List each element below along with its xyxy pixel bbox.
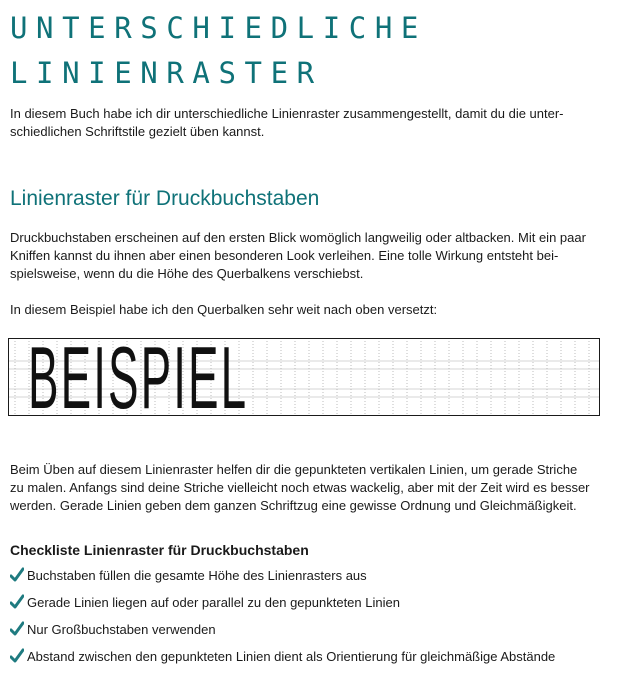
- example-intro-paragraph: [10, 301, 608, 319]
- checkmark-icon: [10, 621, 24, 637]
- example-lettering: BEISPIEL: [28, 328, 249, 427]
- paragraph-3-line-1: Beim Üben auf diesem Linienraster helfen dir die gepunkteten vertikalen Linien, um gerade Striche: [10, 462, 578, 477]
- checklist-item-label: Buchstaben füllen die gesamte Höhe des Linienrasters aus: [27, 568, 367, 583]
- intro-line-2: schiedlichen Schriftstile gezielt üben kannst.: [10, 124, 265, 139]
- intro-paragraph: [10, 105, 608, 141]
- checklist-item-label: Nur Großbuchstaben verwenden: [27, 622, 216, 637]
- checklist-title: Checkliste Linienraster für Druckbuchstaben: [10, 542, 309, 558]
- paragraph-1-line-3: spielsweise, wenn du die Höhe des Querbalkens verschiebst.: [10, 266, 364, 281]
- checklist-item: [10, 593, 616, 620]
- checklist-item: [10, 566, 616, 593]
- section-heading: Linienraster für Druckbuchstaben: [10, 187, 320, 210]
- checklist-item-label: Gerade Linien liegen auf oder parallel zu den gepunkteten Linien: [27, 595, 400, 610]
- checklist: [10, 566, 616, 674]
- practice-paragraph: [10, 461, 608, 515]
- page-title: [10, 6, 427, 96]
- checklist-item: [10, 620, 616, 647]
- intro-line-1: In diesem Buch habe ich dir unterschiedliche Linienraster zusammengestellt, damit du die unter-: [10, 106, 564, 121]
- checklist-item-label: Abstand zwischen den gepunkteten Linien dient als Orientierung für gleichmäßige Abstände: [27, 649, 556, 664]
- paragraph-1-line-2: Kniffen kannst du ihnen aber einen besonderen Look verleihen. Eine tolle Wirkung entsteht bei-: [10, 248, 559, 263]
- checkmark-icon: [10, 567, 24, 583]
- checkmark-icon: [10, 648, 24, 664]
- checklist-item: [10, 647, 616, 674]
- paragraph-1-line-1: Druckbuchstaben erscheinen auf den ersten Blick womöglich langweilig oder altbacken. Mit ein paar: [10, 230, 586, 245]
- paragraph-3-line-2: zu malen. Anfangs sind deine Striche vielleicht noch etwas wackelig, aber mit der Zeit wird es besser: [10, 480, 590, 495]
- checkmark-icon: [10, 594, 24, 610]
- page-title-line-2: LINIENRASTER: [10, 56, 323, 90]
- druckbuchstaben-paragraph: [10, 229, 608, 283]
- page-title-line-1: UNTERSCHIEDLICHE: [10, 11, 427, 45]
- example-intro-line: In diesem Beispiel habe ich den Querbalken sehr weit nach oben versetzt:: [10, 302, 438, 317]
- paragraph-3-line-3: werden. Gerade Linien geben dem ganzen Schriftzug eine gewisse Ordnung und Gleichmäßigkeit.: [10, 498, 577, 513]
